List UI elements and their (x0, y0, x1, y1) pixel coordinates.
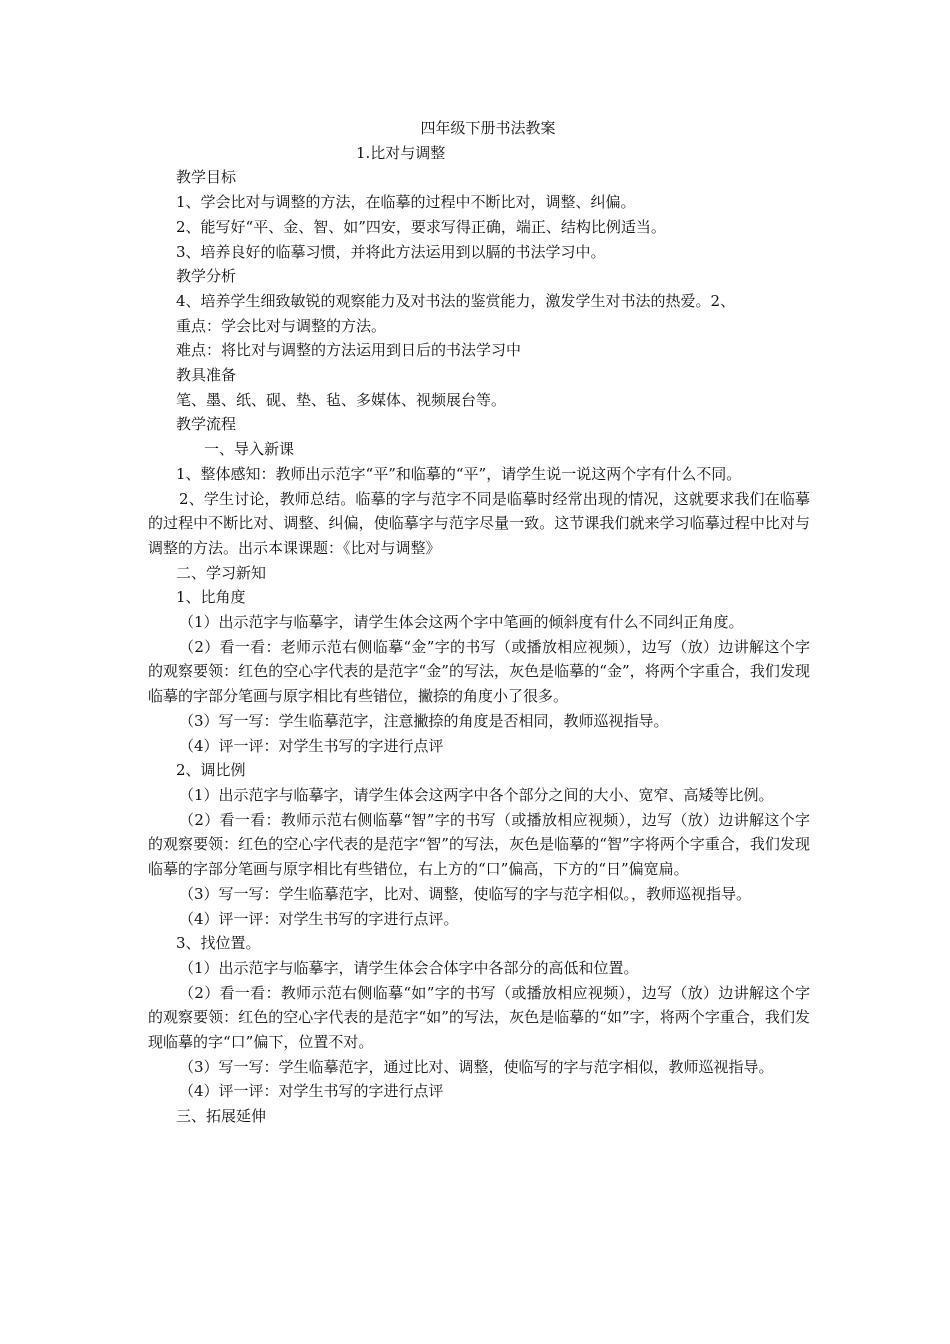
goal-1: 1、学会比对与调整的方法，在临摹的过程中不断比对，调整、纠偏。 (176, 193, 636, 212)
section-new-knowledge: 二、学习新知 (176, 563, 267, 582)
goal-4: 4、培养学生细致敏锐的观察能力及对书法的鉴赏能力，激发学生对书法的热爱。2、 (176, 291, 736, 310)
position-step-2: （2）看一看：教师示范右侧临摹“如”字的书写（或播放相应视频），边写（放）边讲解这个字的观察要领：红色的空心字代表的是范字“如”的写法，灰色是临摹的“如”字，将两个字重合，我们发现临摹的字“口”偏下，位置不对。 (148, 983, 810, 1052)
heading-teaching-goals: 教学目标 (176, 168, 237, 187)
heading-materials: 教具准备 (176, 366, 237, 385)
position-step-3: （3）写一写：学生临摹范字，通过比对、调整，使临写的字与范字相似，教师巡视指导。 (179, 1057, 774, 1076)
proportion-step-4: （4）评一评：对学生书写的字进行点评。 (179, 909, 459, 928)
page-title: 四年级下册书法教案 (420, 119, 556, 137)
section-extension: 三、拓展延伸 (176, 1107, 267, 1126)
subsection-angle: 1、比角度 (176, 588, 246, 607)
intro-step-2: 2、学生讨论，教师总结。临摹的字与范字不同是临摹时经常出现的情况，这就要求我们在临摹的过程中不断比对、调整、纠偏，使临摹字与范字尽量一致。这节课我们就来学习临摹过程中比对与调整的方法。出示本课课题：《比对与调整》 (148, 489, 810, 557)
section-intro: 一、导入新课 (204, 440, 295, 459)
proportion-step-3: （3）写一写：学生临摹范字，比对、调整，使临写的字与范字相似。，教师巡视指导。 (179, 884, 752, 903)
goal-3: 3、培养良好的临摹习惯，并将此方法运用到以膈的书法学习中。 (176, 242, 606, 261)
subsection-position: 3、找位置。 (176, 934, 261, 953)
angle-step-3: （3）写一写：学生临摹范字，注意撇捺的角度是否相同，教师巡视指导。 (179, 711, 669, 730)
key-point: 重点：学会比对与调整的方法。 (176, 316, 387, 335)
proportion-step-1: （1）出示范字与临摹字，请学生体会这两字中各个部分之间的大小、宽窄、高矮等比例。 (179, 785, 774, 804)
proportion-step-2: （2）看一看：教师示范右侧临摹“智”字的书写（或播放相应视频），边写（放）边讲解这个字的观察要领：红色的空心字代表的是范字“智”的写法，灰色是临摹的“智”字将两个字重合，我们发现临摹的字部分笔画与原字相比有些错位，右上方的“口”偏高，下方的“日”偏宽扁。 (148, 810, 810, 879)
goal-2: 2、能写好“平、金、智、如”四安，要求写得正确，端正、结构比例适当。 (176, 217, 666, 236)
materials-list: 笔、墨、纸、砚、垫、毡、多媒体、视频展台等。 (176, 390, 507, 409)
lesson-plan-body (148, 116, 810, 1129)
subsection-proportion: 2、调比例 (176, 761, 246, 780)
intro-step-1: 1、整体感知：教师出示范字“平”和临摹的“平”，请学生说一说这两个字有什么不同。 (176, 464, 742, 483)
lesson-subtitle: 1.比对与调整 (356, 143, 446, 162)
position-step-4: （4）评一评：对学生书写的字进行点评 (179, 1082, 444, 1101)
difficult-point: 难点：将比对与调整的方法运用到日后的书法学习中 (176, 341, 522, 360)
heading-teaching-analysis: 教学分析 (176, 267, 237, 286)
angle-step-1: （1）出示范字与临摹字，请学生体会这两个字中笔画的倾斜度有什么不同纠正角度。 (179, 613, 744, 632)
heading-teaching-process: 教学流程 (176, 415, 237, 434)
angle-step-4: （4）评一评：对学生书写的字进行点评 (179, 736, 444, 755)
position-step-1: （1）出示范字与临摹字，请学生体会合体字中各部分的高低和位置。 (179, 958, 639, 977)
angle-step-2: （2）看一看：老师示范右侧临摹“金”字的书写（或播放相应视频），边写（放）边讲解这个字的观察要领：红色的空心字代表的是范字“金”的写法，灰色是临摹的“金”，将两个字重合，我们发现临摹的字部分笔画与原字相比有些错位，撇捺的角度小了很多。 (148, 637, 810, 706)
